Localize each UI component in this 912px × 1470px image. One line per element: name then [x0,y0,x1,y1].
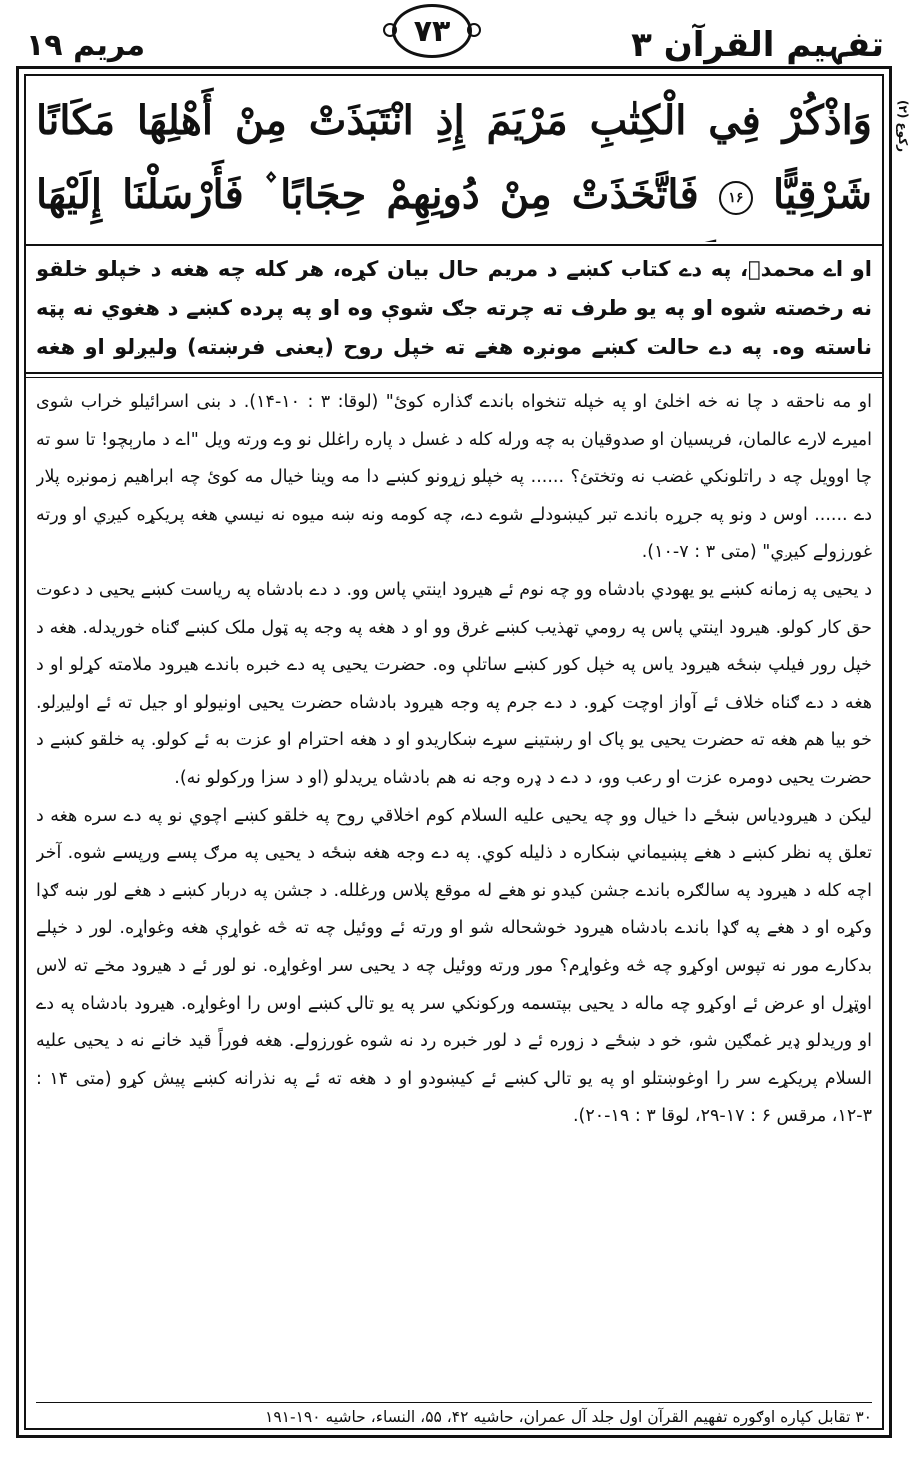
commentary [36,384,872,1390]
verse-line-1: وَاذْكُرْ فِي الْكِتٰبِ مَرْيَمَ إِذِ انْتَبَذَتْ مِنْ أَهْلِهَا مَكَانًا شَرْقِيًّا [36,97,872,218]
translation-divider-thin [26,377,882,378]
page-number: ۷۳ [392,4,472,58]
surah-name: مریم ۱۹ [26,28,146,63]
commentary-paragraph: او مه ناحقه د چا نه خه اخلئ او په خپله تنخواه باندے ګذاره کوئ" (لوقا: ۳ : ۱۰-۱۴). د بنی اسرائیلو خراب شوی امیرے لارے عالمان، فریسیان او صدوقیان به چه ورله کله د غسل د پاره راغلل نو وے ورته ویل "اے د مارېچو! تا سو ته چا اوویل چه د راتلونکي غضب نه وتختئ؟ ...... په خپلو زړونو کښے دا مه وینا خیال مه کوئ چه ابراهیم زمونږه پلار دے ...... اوس د ونو په جرړه باندے تبر کیښودلے شوے دے، چه کومه ونه ښه میوه نه نیسي هغه پریکړه کیږي او ورته غورزولے کیږي" (متی ۳ : ۷-۱۰). [36,392,872,563]
verse-divider [26,244,882,246]
verse-number-marker: ۱۶ [719,181,753,215]
commentary-paragraph: د یحیی په زمانه کښے یو یهودي بادشاه وو چه نوم ئے هیرود اینتي پاس وو. د دے بادشاه په ریاست کښے یحیی د دعوت حق کار کولو. هیرود اینتي پاس په رومي تهذیب کښے غرق وو او د هغه په وجه په ټول ملک کښے ګناه خوریدله. هغه د خپل رور فیلپ ښځه هیرود یاس په خپل کور کښے ساتلې وه. حضرت یحیی په دے خبره باندے هیرود ملامته کړلو او د هغه د دے ګناه خلاف ئے آواز اوچت کړو. د دے جرم په وجه هیرود بادشاه حضرت یحیی اونیولو او جیل ته ئے اولیږلو. خو بیا هم هغه ته حضرت یحیی یو پاک او رښتینے سړے ښکاریدو او د هغه احترام او عزت به ئے کولو. په خلقو کښے د حضرت یحیی دومره عزت او رعب وو، د دے د ډره وجه نه هم بادشاه یریدلو (او د سزا ورکولو نه). [36,579,872,788]
translation-divider [26,372,882,374]
footnote: ۳۰ تقابل کپاره اوګوره تفهیم القرآن اول جلد آل عمران، حاشیه ۴۲، ۵۵، النساء، حاشیه ۱۹۰-۱۹۱ [265,1408,872,1426]
pashto-translation: او اے محمدؐ، په دے کتاب کښے د مریم حال بیان کړه، هر کله چه هغه د خپلو خلقو نه رخصته شوه او په یو طرف ته چرته جګ شوې وه او په پرده کښے د هغوي نه پټه ناسته وه. په دے حالت کښے مونږه هغے ته خپل روح (یعنی فرښته) ولیږلو او هغه [36,257,872,359]
footnote-divider [36,1402,872,1403]
book-title: تفہیم القرآن ۳ [631,25,884,65]
arabic-verse [36,84,872,242]
verse-line-2: فَاتَّخَذَتْ مِنْ دُونِهِمْ حِجَابًا ۫ فَأَرْسَلْنَا إِلَيْهَا [36,171,699,218]
ruku-side-label: رکوع (۲) [896,100,910,153]
commentary-paragraph: لیکن د هیرودیاس ښځے دا خیال وو چه یحیی علیه السلام کوم اخلاقي روح په خلقو کښے اچوي نو په دے سره هغه د تعلق په نظر کښے د هغے پښیماني ښکاره د ذلیله کوي. په دے وجه هغه ښځه د یحیی په مرګ پسے ورپسے شوه. آخر اچه کله د هیرود په سالګره باندے جشن کیدو نو هغے له موقع پلاس ورغلله. د جشن په دربار کښے د هغے لور ښه ګډا وکړه او د هغے په ګډا باندے بادشاه هیرود خوشحاله شو او ورته ئے ووئیل چه ته څه غواړې هغه وغواړه. لور د خپلے بدکارے مور نه تپوس اوکړو چه څه وغواړم؟ مور ورته ووئیل چه د یحیی سر اوغواړه. نو لور ئے د هیرود مخے ته لاس اوټړل او عرض ئے اوکړو چه ماله د یحیی بپتسمه ورکونکي سر په یو تالۍ کښے اوس را اوغواړه. هیرود بادشاه په دے او وریدلو ډیر غمګین شو، خو د ښځے د زوره ئے د لور خبره رد نه شوه غورزولے. هغه فوراً قید خانے نه د یحیی علیه السلام پریکړے سر را اوغوښتلو او په یو تالۍ کښے ئے کیښودو او د هغه ته ئے په نذرانه کښے پیش کړو (متی ۱۴ : ۳-۱۲، مرقس ۶ : ۱۷-۲۹، لوقا ۳ : ۱۹-۲۰). [36,805,872,1127]
